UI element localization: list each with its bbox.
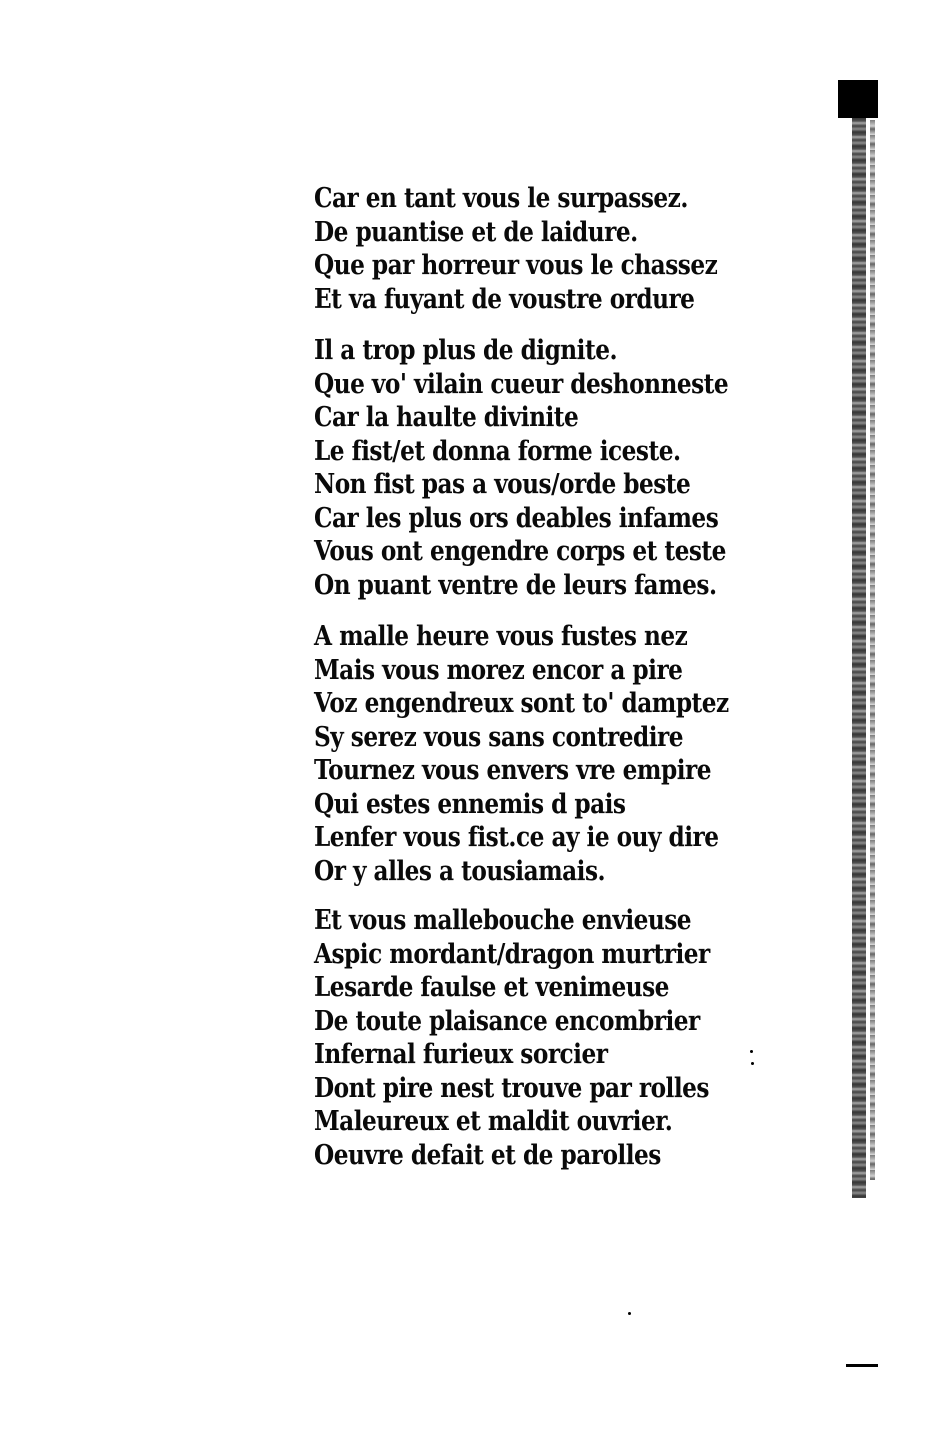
verse-line: Le fist/et donna forme iceste. xyxy=(314,435,681,467)
verse-line: On puant ventre de leurs fames. xyxy=(314,569,717,601)
verse-line: Mais vous morez encor a pire xyxy=(314,654,683,686)
verse-line: Non fist pas a vous/orde beste xyxy=(314,469,691,500)
verse-line: Dont pire nest trouve par rolles xyxy=(314,1072,709,1104)
page-gutter-shadow-inner xyxy=(870,120,875,1180)
verse-line: Aspic mordant/dragon murtrier xyxy=(314,938,710,970)
verse-line: Voz engendreux sont to' damptez xyxy=(314,688,729,719)
bottom-edge-mark xyxy=(846,1364,878,1367)
verse-line: Que par horreur vous le chassez xyxy=(314,250,718,281)
ink-speck xyxy=(628,1312,631,1315)
verse-line: Que vo' vilain cueur deshonneste xyxy=(314,368,729,400)
verse-line: Car les plus ors deables infames xyxy=(314,502,719,534)
verse-line: Maleureux et maldit ouvrier. xyxy=(314,1106,673,1137)
verse-line: Vous ont engendre corps et teste xyxy=(314,536,726,567)
verse-line: A malle heure vous fustes nez xyxy=(314,621,688,652)
page-gutter-shadow xyxy=(852,118,866,1198)
stanza-1 xyxy=(314,182,783,316)
verse-line: Lesarde faulse et venimeuse xyxy=(314,972,669,1003)
stanza-3 xyxy=(314,620,796,888)
verse-line: Et vous mallebouche envieuse xyxy=(314,905,692,936)
verse-line: Infernal furieux sorcier xyxy=(314,1039,608,1070)
verse-line: De puantise et de laidure. xyxy=(314,216,638,248)
stanza-2 xyxy=(314,334,796,602)
verse-line: Lenfer vous fist.ce ay ie ouy dire xyxy=(314,822,719,853)
verse-line: Or y alles a tousiamais. xyxy=(314,855,606,887)
verse-line: De toute plaisance encombrier xyxy=(314,1005,700,1037)
verse-line: Et va fuyant de voustre ordure xyxy=(314,283,695,315)
verse-line: Tournez vous envers vre empire xyxy=(314,755,711,786)
verse-line: Qui estes ennemis d pais xyxy=(314,788,626,820)
verse-line: Car en tant vous le surpassez. xyxy=(314,183,688,214)
stanza-4 xyxy=(314,904,774,1172)
verse-line: Il a trop plus de dignite. xyxy=(314,335,618,366)
verse-line: Car la haulte divinite xyxy=(314,402,579,433)
verse-line: Sy serez vous sans contredire xyxy=(314,721,683,753)
page-edge-dark-block xyxy=(838,80,878,118)
verse-line: Oeuvre defait et de parolles xyxy=(314,1139,661,1171)
